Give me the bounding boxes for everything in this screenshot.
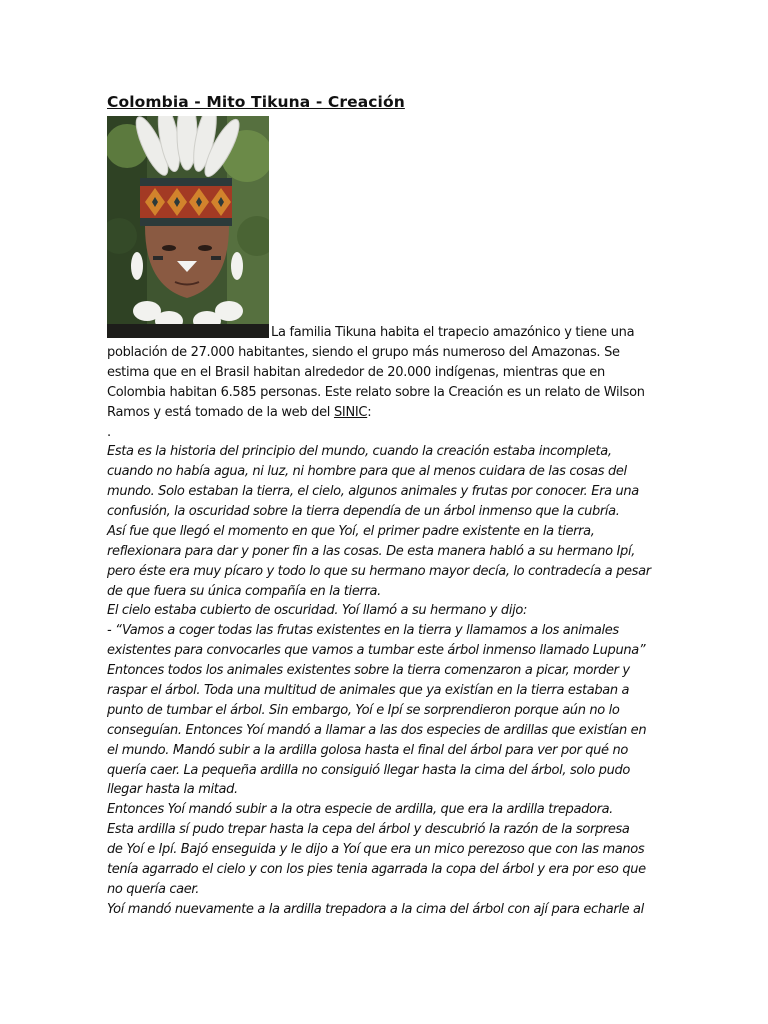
story-line: no quería caer.	[107, 882, 200, 897]
intro-line-5-colon: :	[367, 405, 372, 420]
story-line: Yoí mandó nuevamente a la ardilla trepadora a la cima del árbol con ají para echarle al	[107, 902, 644, 917]
story-line: El cielo estaba cubierto de oscuridad. Yoí llamó a su hermano y dijo:	[107, 603, 527, 618]
story-line: de Yoí e Ipí. Bajó enseguida y le dijo a Yoí que era un mico perezoso que con las manos	[107, 842, 645, 857]
story-line: llegar hasta la mitad.	[107, 782, 238, 797]
story-line: Esta es la historia del principio del mundo, cuando la creación estaba incompleta,	[107, 444, 612, 459]
sinic-link[interactable]: SINIC	[333, 405, 368, 420]
story-line: raspar el árbol. Toda una multitud de animales que ya existían en la tierra estaban a	[107, 683, 630, 698]
story-line: cuando no había agua, ni luz, ni hombre para que al menos cuidara de las cosas del	[107, 464, 627, 479]
intro-line-5	[107, 403, 371, 423]
story-line: el mundo. Mandó subir a la ardilla golosa hasta el final del árbol para ver por qué no	[107, 743, 628, 758]
story-line: reflexionara para dar y poner fin a las cosas. De esta manera habló a su hermano Ipí,	[107, 544, 635, 559]
intro-line-1: La familia Tikuna habita el trapecio amazónico y tiene una	[271, 325, 635, 340]
story-line: tenía agarrado el cielo y con los pies tenia agarrada la copa del árbol y era por eso que	[107, 862, 646, 877]
separator-dot: .	[107, 425, 112, 440]
intro-line-4: Colombia habitan 6.585 personas. Este relato sobre la Creación es un relato de Wilson	[107, 385, 645, 400]
story-line: Así fue que llegó el momento en que Yoí, el primer padre existente en la tierra,	[107, 524, 595, 539]
story-line: existentes para convocarles que vamos a tumbar este árbol inmenso llamado Lupuna”	[107, 643, 646, 658]
story-line: de que fuera su única compañía en la tierra.	[107, 584, 381, 599]
story-line: confusión, la oscuridad sobre la tierra dependía de un árbol inmenso que la cubría.	[107, 504, 620, 519]
story-line: punto de tumbar el árbol. Sin embargo, Yoí e Ipí se sorprendieron porque aún no lo	[107, 703, 620, 718]
page-title: Colombia - Mito Tikuna - Creación	[107, 93, 405, 111]
story-line: pero éste era muy pícaro y todo lo que su hermano mayor decía, lo contradecía a pesar	[107, 564, 651, 579]
story-line: Entonces todos los animales existentes sobre la tierra comenzaron a picar, morder y	[107, 663, 630, 678]
tikuna-child-photo	[107, 116, 269, 338]
tikuna-child-image	[107, 116, 269, 338]
story-line: mundo. Solo estaban la tierra, el cielo, algunos animales y frutas por conocer. Era una	[107, 484, 639, 499]
story-line: - “Vamos a coger todas las frutas existentes en la tierra y llamamos a los animales	[107, 623, 619, 638]
intro-line-3: estima que en el Brasil habitan alrededor de 20.000 indígenas, mientras que en	[107, 365, 605, 380]
story-line: Entonces Yoí mandó subir a la otra especie de ardilla, que era la ardilla trepadora.	[107, 802, 613, 817]
intro-line-2: población de 27.000 habitantes, siendo el grupo más numeroso del Amazonas. Se	[107, 345, 620, 360]
story-line: conseguían. Entonces Yoí mandó a llamar a las dos especies de ardillas que existían en	[107, 723, 647, 738]
story-line: quería caer. La pequeña ardilla no consiguió llegar hasta la cima del árbol, solo pudo	[107, 763, 630, 778]
story-line: Esta ardilla sí pudo trepar hasta la cepa del árbol y descubrió la razón de la sorpresa	[107, 822, 630, 837]
intro-line-5-text: Ramos y está tomado de la web del	[107, 405, 334, 420]
